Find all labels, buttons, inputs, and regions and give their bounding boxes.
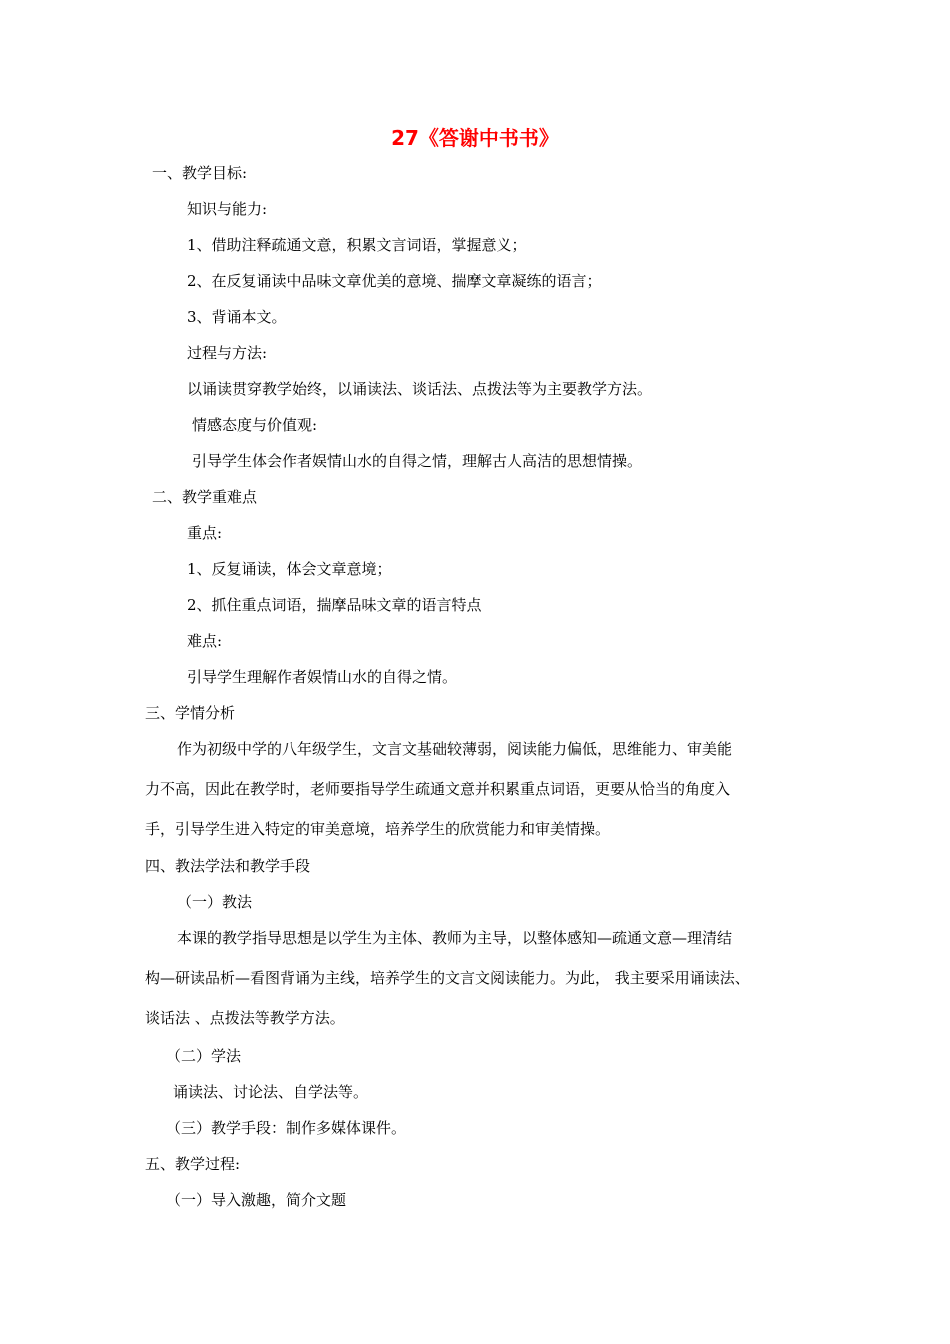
key-item: 1、反复诵读，体会文章意境； (187, 560, 392, 578)
knowledge-item: 1、借助注释疏通文意，积累文言词语，掌握意义； (187, 236, 527, 254)
key-item: 2、抓住重点词语，揣摩品味文章的语言特点 (187, 596, 482, 614)
analysis-heading: 三、学情分析 (145, 704, 236, 722)
process-step: （一）导入激趣，简介文题 (166, 1191, 347, 1209)
analysis-line: 手，引导学生进入特定的审美意境，培养学生的欣赏能力和审美情操。 (145, 820, 611, 838)
process-method-text: 以诵读贯穿教学始终，以诵读法、谈话法、点拨法等为主要教学方法。 (187, 380, 653, 398)
teaching-method-line: 本课的教学指导思想是以学生为主体、教师为主导，以整体感知—疏通文意—理清结 (177, 929, 733, 947)
key-points-heading: 二、教学重难点 (152, 488, 258, 506)
process-method-heading: 过程与方法: (187, 344, 268, 362)
analysis-line: 作为初级中学的八年级学生，文言文基础较薄弱，阅读能力偏低，思维能力、审美能 (177, 740, 733, 758)
knowledge-heading: 知识与能力: (187, 200, 268, 218)
teaching-method-line: 谈话法 、点拨法等教学方法。 (145, 1009, 345, 1027)
learning-method-text: 诵读法、讨论法、自学法等。 (173, 1083, 369, 1101)
knowledge-item: 3、背诵本文。 (187, 308, 287, 326)
analysis-line: 力不高，因此在教学时，老师要指导学生疏通文意并积累重点词语，更要从恰当的角度入 (145, 780, 731, 798)
emotion-text: 引导学生体会作者娱情山水的自得之情，理解古人高洁的思想情操。 (192, 452, 643, 470)
emotion-heading: 情感态度与价值观: (192, 416, 318, 434)
methods-heading: 四、教法学法和教学手段 (145, 857, 311, 875)
difficult-text: 引导学生理解作者娱情山水的自得之情。 (187, 668, 458, 686)
teaching-method-heading: （一）教法 (177, 893, 253, 911)
difficult-heading: 难点: (187, 632, 223, 650)
knowledge-item: 2、在反复诵读中品味文章优美的意境、揣摩文章凝练的语言； (187, 272, 602, 290)
key-heading: 重点: (187, 524, 223, 542)
teaching-means-text: （三）教学手段：制作多媒体课件。 (166, 1119, 407, 1137)
document-title: 27《答谢中书书》 (391, 126, 559, 150)
learning-method-heading: （二）学法 (166, 1047, 242, 1065)
teaching-method-line: 构—研读品析—看图背诵为主线，培养学生的文言文阅读能力。为此， 我主要采用诵读法、 (145, 969, 750, 987)
goals-heading: 一、教学目标: (152, 164, 248, 182)
process-heading: 五、教学过程: (145, 1155, 241, 1173)
